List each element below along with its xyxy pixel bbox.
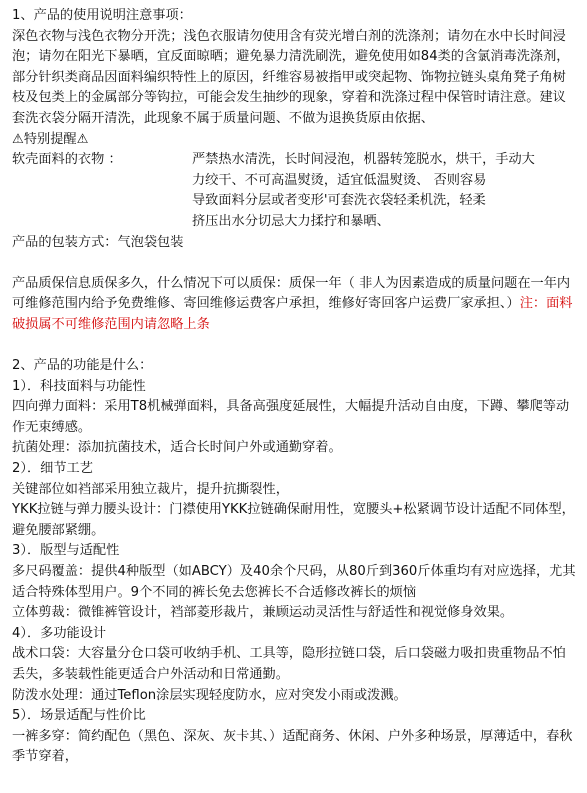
feature-line: 防泼水处理：通过Teflon涂层实现轻度防水，应对突发小雨或泼溅。: [12, 687, 407, 703]
feature-line: YKK拉链与弹力腰头设计：门襟使用YKK拉链确保耐用性，宽腰头+松紧调节设计适配不同体型，避免腰部紧绷。: [12, 502, 575, 538]
feature-line: 关键部位如裆部采用独立裁片，提升抗撕裂性，: [12, 481, 289, 497]
feature-line: 四向弹力面料：采用T8机械弹面料，具备高强度延展性，大幅提升活动自由度，下蹲、攀爬等动作无束缚感。: [12, 399, 570, 435]
feature-line: 多尺码覆盖：提供4种版型（如ABCY）及40余个尺码，从80斤到360斤体重均有对应选择，尤其适合特殊体型用户。9个不同的裤长免去您裤长不合适修改裤长的烦恼: [12, 564, 576, 600]
softshell-line: 挤压出水分切忌大力揉拧和暴晒、: [192, 213, 390, 229]
spacer: [12, 253, 579, 274]
feature-line: 抗菌处理：添加抗菌技术，适合长时间户外或通勤穿着。: [12, 440, 342, 456]
softshell-line: 导致面料分层或者变形'可套洗衣袋轻柔机洗，轻柔: [192, 193, 486, 209]
feature-title: 3）．版型与适配性: [12, 543, 120, 559]
feature-title: 5）．场景适配与性价比: [12, 708, 146, 724]
section2-heading: 2、产品的功能是什么：: [12, 358, 153, 374]
special-warning-title: ⚠特别提醒⚠: [12, 131, 89, 147]
softshell-care-block: [12, 150, 579, 232]
softshell-label: 软壳面料的衣物 ：: [12, 152, 122, 168]
warranty-text: 产品质保信息质保多久，什么情况下可以质保：质保一年（ 非人为因素造成的质量问题在一年内可维修范围内给予免费维修、寄回维修运费客户承担，维修好寄回客户运费厂家承担、）: [12, 275, 571, 312]
feature-title: 4）．多功能设计: [12, 625, 107, 641]
feature-title: 1）．科技面料与功能性: [12, 378, 146, 394]
softshell-line: 严禁热水清洗，长时间浸泡，机器转笼脱水，烘干，手动大: [192, 152, 535, 168]
packaging-info: 产品的包装方式：气泡袋包装: [12, 234, 184, 250]
feature-line: 立体剪裁：微锥裤管设计，裆部菱形裁片，兼顾运动灵活性与舒适性和视觉修身效果。: [12, 605, 514, 621]
care-instructions-paragraph: 深色衣物与浅色衣物分开洗；浅色衣服请勿使用含有荧光增白剂的洗涤剂；请勿在水中长时间浸泡；请勿在阳光下暴晒，宜反面晾晒；避免暴力清洗刷洗，避免使用如84类的含氯消毒洗涤剂，部分针织类商品因面料编织特性上的原因，纤维容易被指甲或突起物、饰物拉链头桌角凳子角树枝及包类上的金属部分等钩拉，可能会发生抽纱的现象，穿着和洗涤过程中保管时请注意。建议套洗衣袋分隔开清洗，此现象不属于质量问题、不做为退换货原由依据、: [12, 28, 570, 126]
spacer: [12, 336, 579, 357]
section1-heading: 1、产品的使用说明注意事项：: [12, 8, 192, 23]
feature-title: 2）．细节工艺: [12, 461, 93, 477]
feature-line: 一裤多穿：简约配色（黑色、深灰、灰卡其、）适配商务、休闲、户外多种场景，厚薄适中，春秋季节穿着，: [12, 728, 573, 765]
softshell-line: 力绞干、不可高温熨烫，适宜低温熨烫、 否则容易: [192, 172, 487, 188]
warranty-info: [12, 274, 579, 336]
feature-line: 战术口袋：大容量分仓口袋可收纳手机、工具等，隐形拉链口袋，后口袋磁力吸扣贵重物品不怕丢失，多装载性能更适合户外活动和日常通勤。: [12, 646, 566, 682]
warranty-note: 注：面料破损属不可维修范围内请忽略上条: [12, 296, 573, 332]
